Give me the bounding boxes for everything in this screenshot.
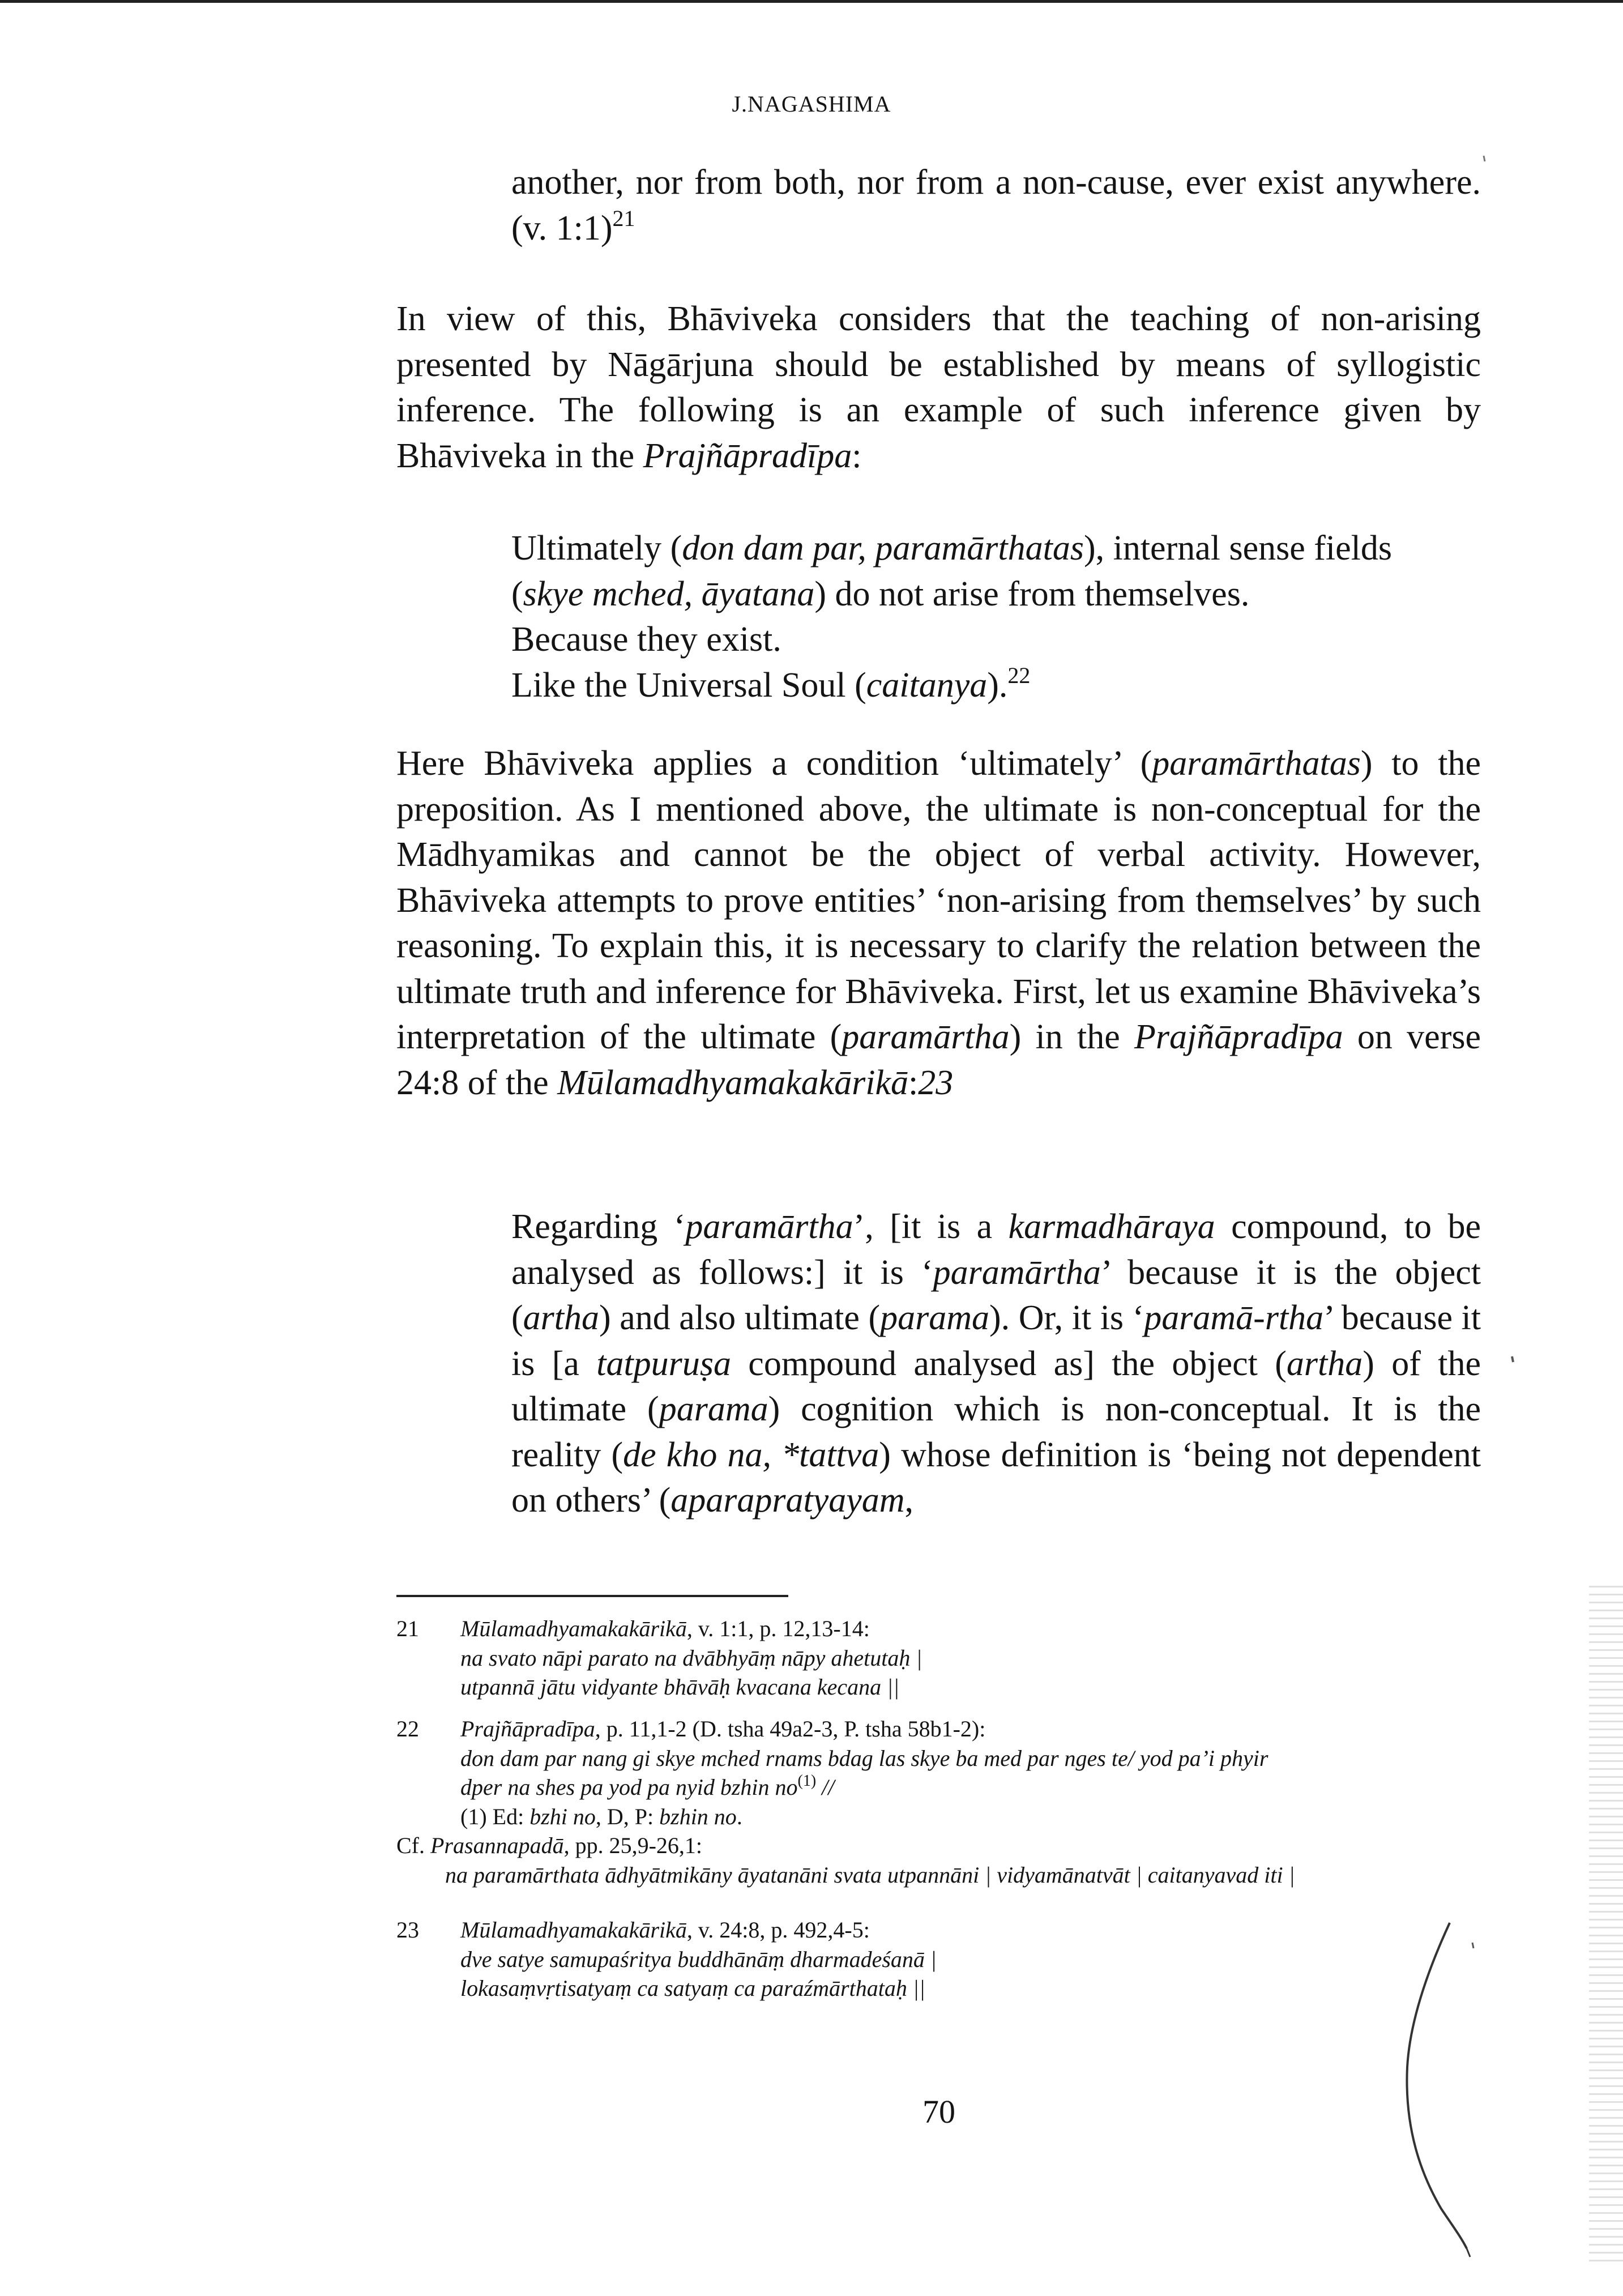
syllogism-thesis-line-1: Ultimately (don dam par, paramārthatas), internal sense fields bbox=[511, 529, 1392, 567]
footnote-source: Mūlamadhyamakakārikā, v. 24:8, p. 492,4-5: bbox=[460, 1917, 870, 1943]
footnote-cf: Cf. Prasannapadā, pp. 25,9-26,1: bbox=[396, 1833, 703, 1858]
quote-paramartha: Regarding ‘paramārtha’, [it is a karmadhāraya compound, to be analysed as follows:] it is ‘paramārtha’ because it is the object (artha) and also ultimate (parama). Or, it is ‘paramā-rtha’ because it is [a tatpuruṣa compound analysed as] the object (artha) of the ultimate (parama) cognition which is non-conceptual. It is the reality (de kho na, *tattva) whose definition is ‘being not dependent on others’ (aparapratyayam, bbox=[511, 1207, 1481, 1520]
footnote-ref-21: 21 bbox=[612, 205, 635, 231]
footnote-text-line: don dam par nang gi skye mched rnams bdag las skye ba med par nges te/ yod pa’i phyir bbox=[460, 1745, 1268, 1771]
footnote-number: 21 bbox=[396, 1616, 419, 1641]
footnote-number: 23 bbox=[396, 1917, 419, 1943]
footnote-ref-22: 22 bbox=[1007, 662, 1031, 688]
scan-edge-noise bbox=[1589, 1586, 1623, 2265]
footnote-text-line: dper na shes pa yod pa nyid bzhin no$^{(1)}$ // bbox=[460, 1772, 835, 1800]
footnote-number: 22 bbox=[396, 1716, 419, 1742]
footnote-text-line: utpannā jātu vidyante bhāvāḥ kvacana kecana || bbox=[460, 1674, 900, 1700]
paragraph-2: Here Bhāviveka applies a condition ‘ultimately’ (paramārthatas) to the preposition. As I mentioned above, the ultimate is non-conceptual for the Mādhyamikas and cannot be the object of verbal activity. However, Bhāviveka attempts to prove entities’ ‘non-arising from themselves’ by such reasoning. To explain this, it is necessary to clarify the relation between the ultimate truth and inference for Bhāviveka. First, let us examine Bhāviveka’s interpretation of the ultimate (paramārtha) in the Prajñāpradīpa on verse 24:8 of the Mūlamadhyamakakārikā:23 bbox=[396, 744, 1481, 1102]
footnote-text-line: dve satye samupaśritya buddhānāṃ dharmadeśanā | bbox=[460, 1946, 937, 1972]
paragraph-1: In view of this, Bhāviveka considers that the teaching of non-arising presented by Nāgārjuna should be established by means of syllogistic inference. The following is an example of such inference given by Bhāviveka in the Prajñāpradīpa: bbox=[396, 300, 1481, 475]
syllogism-reason: Because they exist. bbox=[511, 620, 781, 659]
footnote-text-line: lokasaṃvṛtisatyaṃ ca satyaṃ ca paraźmārthataḥ || bbox=[460, 1975, 925, 2001]
footnote-source: Mūlamadhyamakakārikā, v. 1:1, p. 12,13-14: bbox=[460, 1616, 870, 1641]
running-head: J.NAGASHIMA bbox=[732, 91, 891, 117]
footnote-source: Prajñāpradīpa, p. 11,1-2 (D. tsha 49a2-3, P. tsha 58b1-2): bbox=[460, 1716, 986, 1742]
syllogism-thesis-line-2: (skye mched, āyatana) do not arise from themselves. bbox=[511, 574, 1250, 613]
quote-verse-1-1: another, nor from both, nor from a non-cause, ever exist anywhere. (v. 1:1)$^{21}$ bbox=[511, 163, 1481, 247]
footnote-cf-text: na paramārthata ādhyātmikāny āyatanāni svata utpannāni | vidyamānatvāt | caitanyavad iti | bbox=[445, 1862, 1295, 1888]
page-number: 70 bbox=[922, 2093, 955, 2130]
footnote-text-line: na svato nāpi parato na dvābhyāṃ nāpy ahetutaḥ | bbox=[460, 1645, 922, 1671]
footnote-variant-note: (1) Ed: bzhi no, D, P: bzhin no. bbox=[460, 1803, 742, 1829]
syllogism-example: Like the Universal Soul (caitanya).$^{22}$ bbox=[511, 662, 1031, 705]
